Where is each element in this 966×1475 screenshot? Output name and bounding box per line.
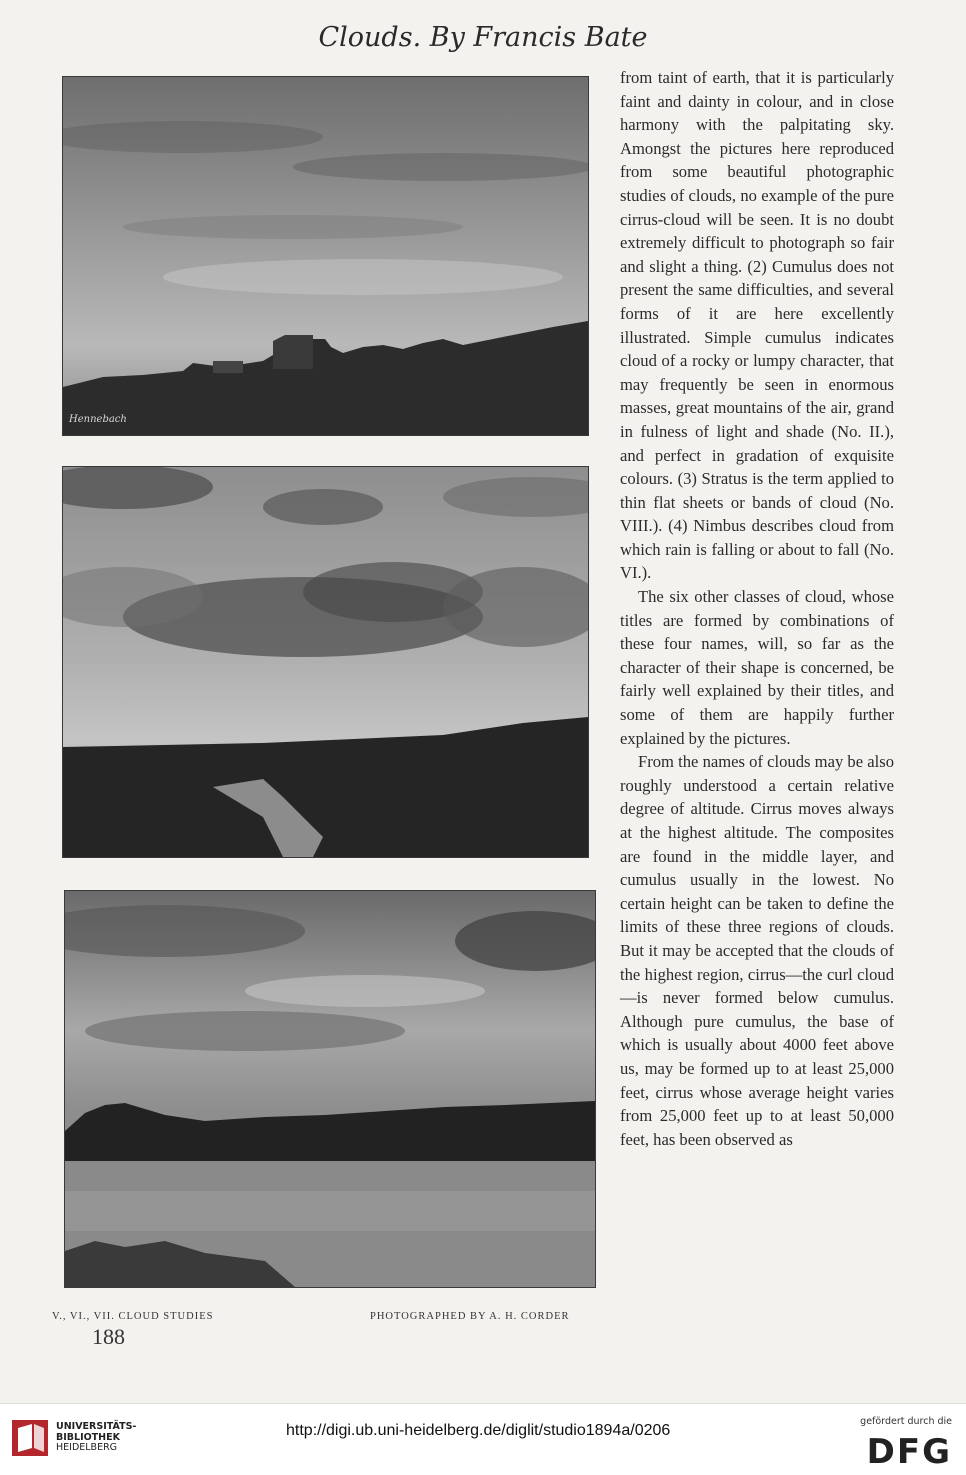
source-url-link[interactable]: http://digi.ub.uni-heidelberg.de/diglit/studio1894a/0206 xyxy=(286,1422,671,1439)
digitization-footer xyxy=(0,1403,966,1475)
body-paragraph: The six other classes of cloud, whose titles are formed by combinations of these four names, will, so far as the character of their shape is concerned, be fairly well explained by their titles, and some of them are happily further explained by the pictures. xyxy=(620,587,894,748)
cloud-photo-skyline xyxy=(62,76,589,436)
photo-credit: PHOTOGRAPHED BY A. H. CORDER xyxy=(370,1311,570,1322)
funding-note: gefördert durch die xyxy=(860,1416,952,1427)
cloud-photo-river xyxy=(64,890,596,1288)
body-paragraph: From the names of clouds may be also roughly understood a certain relative degree of altitude. Cirrus moves always at the highest altitude. The composites are found in the middle layer, and cumulus usually in the lowest. No certain height can be taken to define the limits of these three regions of clouds. But it may be accepted that the clouds of the highest region, cirrus—the curl cloud—is never formed below cumulus. Although pure cumulus, the base of which is usually about 4000 feet above us, may be formed up to at least 25,000 feet, cirrus whose average height varies from 25,000 feet up to at least 50,000 feet, has been observed as xyxy=(620,752,894,1149)
cloud-photo-stream xyxy=(62,466,589,858)
dfg-logo: DFG xyxy=(866,1432,952,1472)
page-number: 188 xyxy=(92,1324,125,1349)
page-title: Clouds. By Francis Bate xyxy=(318,22,648,53)
photo-caption: V., VI., VII. CLOUD STUDIES xyxy=(52,1311,214,1322)
photographer-signature: Hennebach xyxy=(69,414,127,425)
university-library-name: UNIVERSITÄTS- BIBLIOTHEK HEIDELBERG xyxy=(56,1421,137,1453)
body-paragraph: from taint of earth, that it is particularly faint and dainty in colour, and in close harmony with the palpitating sky. Amongst the pictures here reproduced from some beautiful photographic studies of clouds, no example of the pure cirrus-cloud will be seen. It is no doubt extremely difficult to photograph so fair and slight a thing. (2) Cumulus does not present the same difficulties, and several forms of it are here excellently illustrated. Simple cumulus indicates cloud of a rocky or lumpy character, that may frequently be seen in enormous masses, great mountains of the air, grand in fulness of light and shade (No. II.), and perfect in gradation of exquisite colours. (3) Stratus is the term applied to thin flat sheets or bands of cloud (No. VIII.). (4) Nimbus describes cloud from which rain is falling or about to fall (No. VI.). xyxy=(620,68,894,583)
university-library-logo-icon xyxy=(10,1418,50,1458)
article-body xyxy=(620,66,894,1151)
